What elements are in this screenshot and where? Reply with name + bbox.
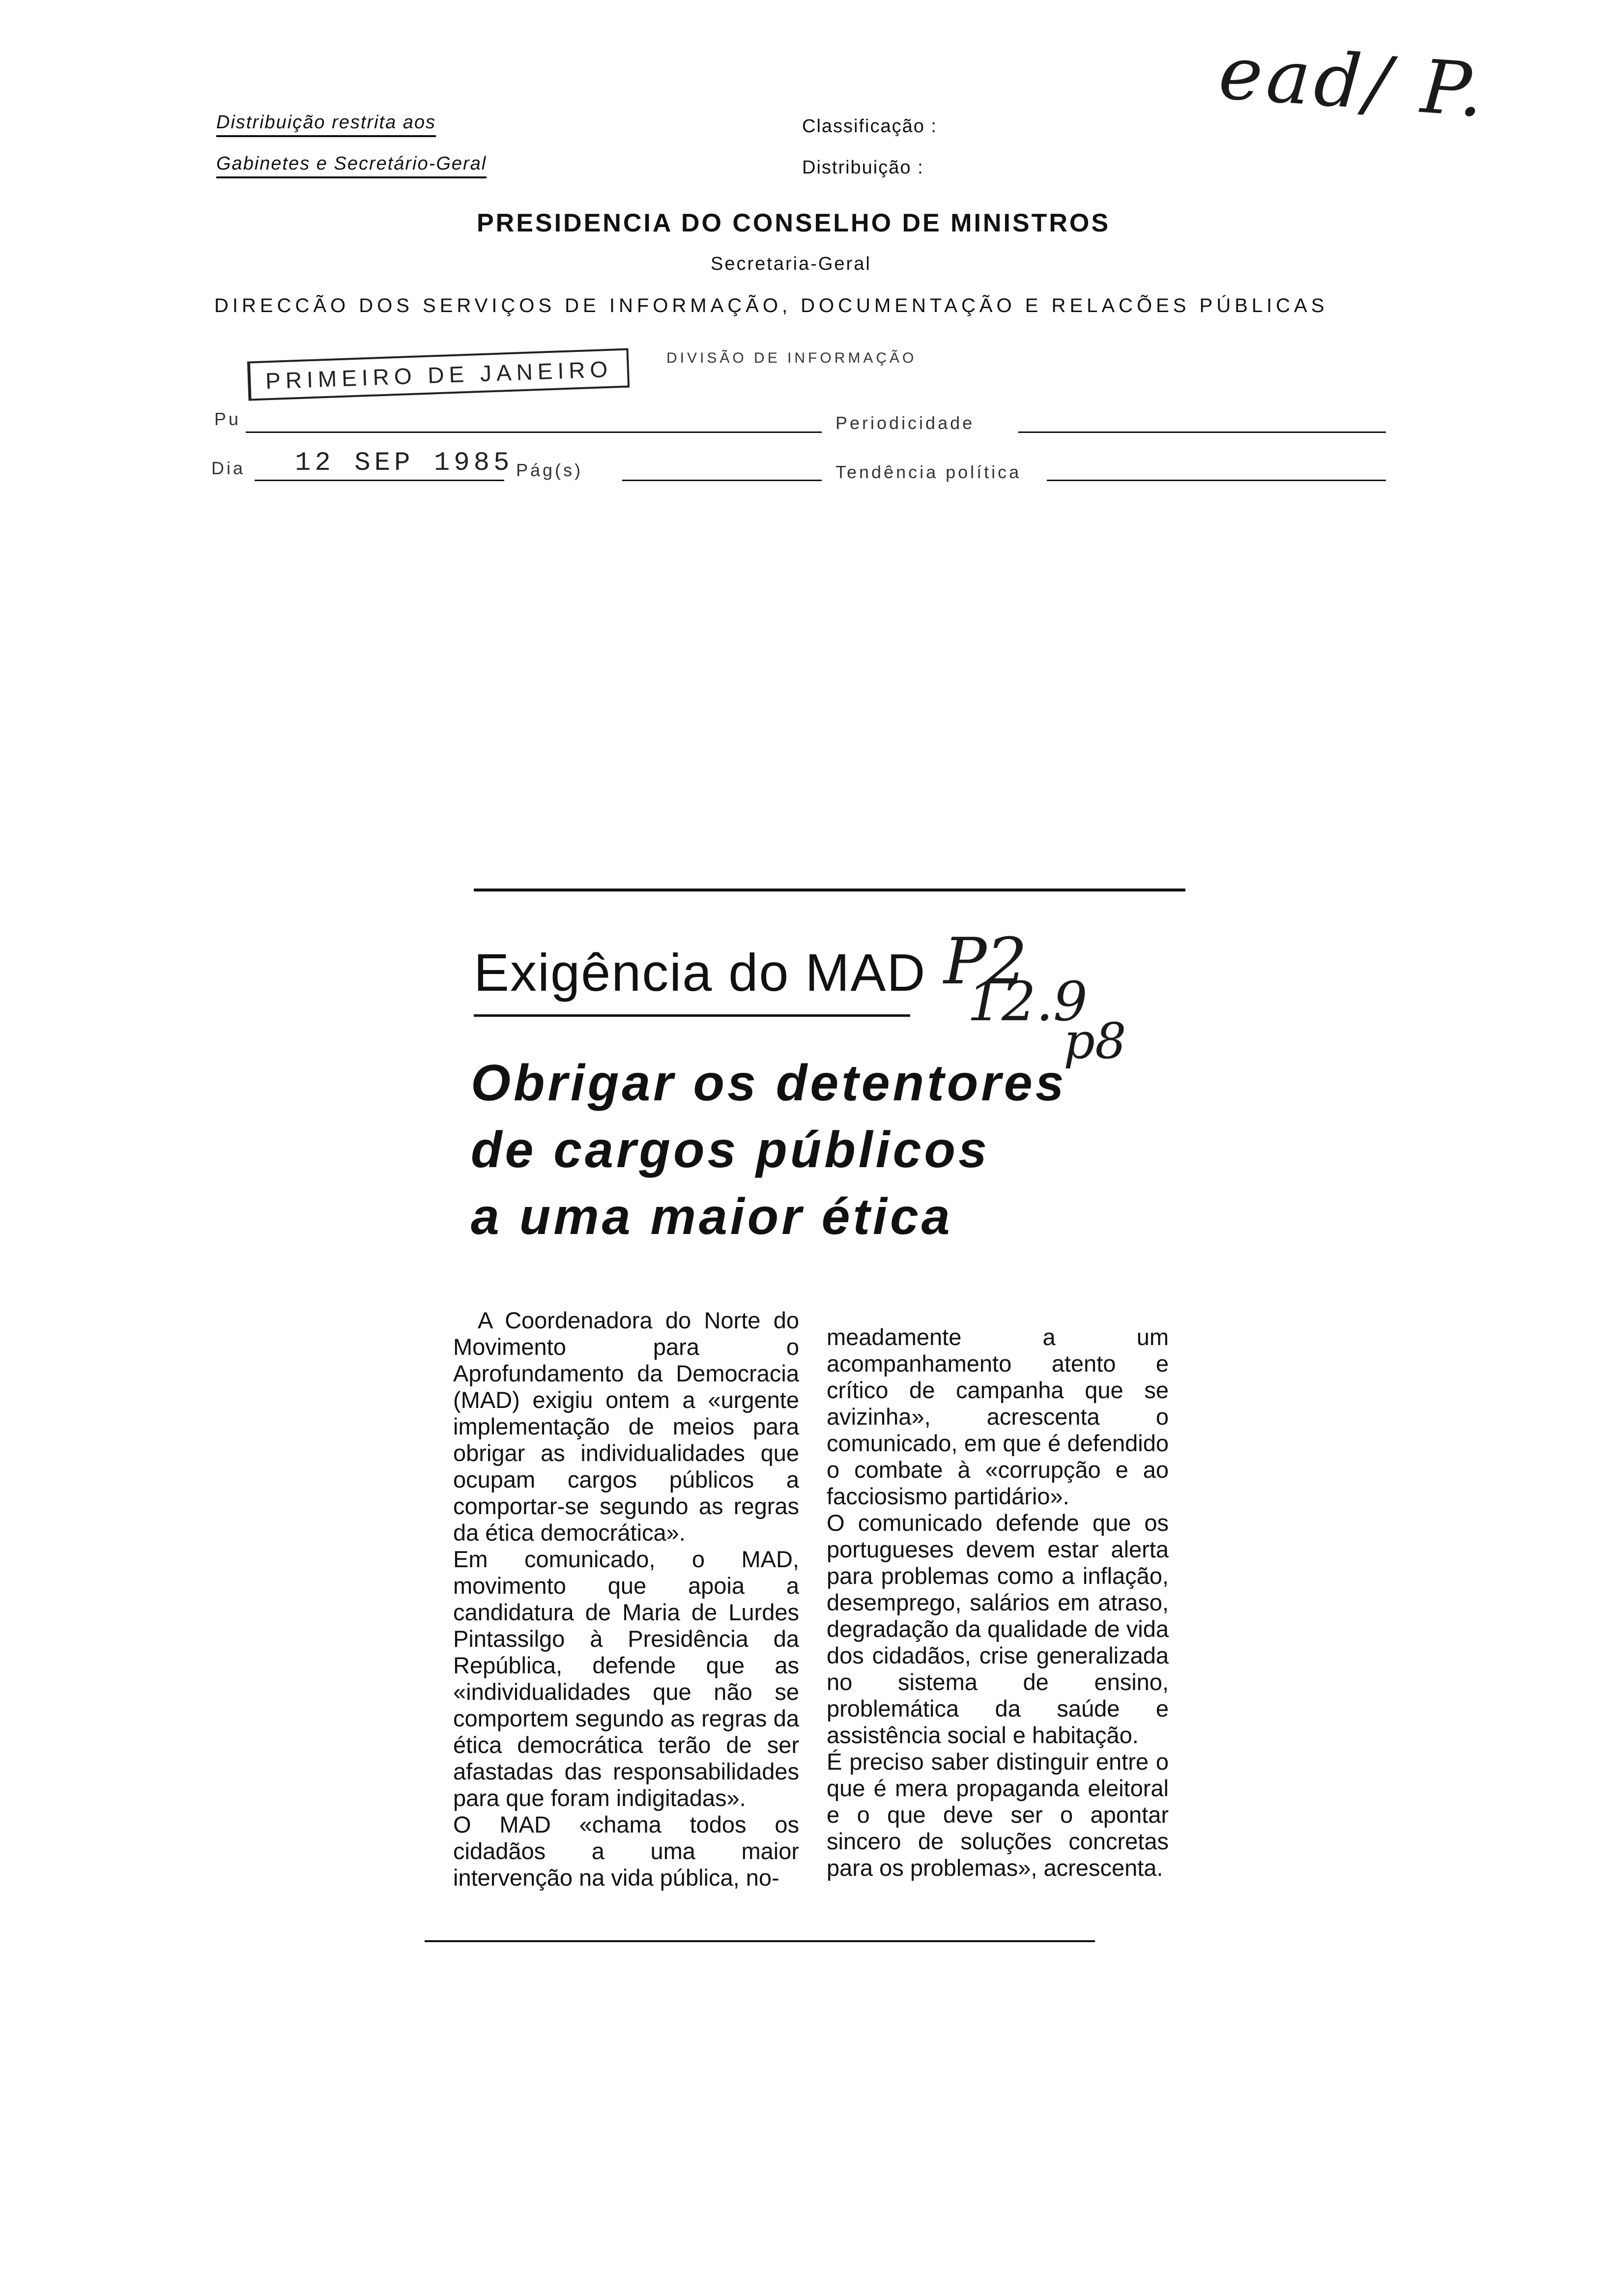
clipping-bottom-rule (425, 1940, 1095, 1942)
article-column-right-text: meadamente a um acompanhamento atento e crítico de campanha que se avizinha», acrescenta o comunicado, em que é defendido o combate à «corrupção e ao facciosismo partidário». O comunicado defende que os portugueses devem estar alerta para problemas como a inflação, desemprego, salários em atraso, degradação da qualidade de vida dos cidadãos, crise generalizada no sistema de ensino, problemática da saúde e assistência social e habitação. É preciso saber distinguir entre o que é mera propaganda eleitoral e o que deve ser o apontar sincero de soluções concretas para os problemas», acrescenta. (827, 1324, 1169, 1881)
periodicity-label: Periodicidade (835, 413, 975, 433)
clipping-kicker: Exigência do MAD (474, 943, 926, 1002)
handwritten-note-p8: p8 (1064, 1012, 1126, 1070)
day-field-line (255, 480, 504, 481)
publication-field-line (246, 431, 822, 433)
distribution-restricted-line1: Distribuição restrita aos (216, 112, 436, 137)
classification-label: Classificação : (802, 116, 937, 137)
article-column-left (453, 1281, 799, 1918)
pages-label: Pág(s) (516, 460, 583, 480)
article-column-right (827, 1297, 1169, 1908)
article-column-left-text: A Coordenadora do Norte do Movimento para o Aprofundamento da Democracia (MAD) exigiu ontem a «urgente implementação de meios para obrigar as individualidades que ocupam cargos públicos a comportar-se segundo as regras da ética democrática». Em comunicado, o MAD, movimento que apoia a candidatura de Maria de Lurdes Pintassilgo à Presidência da República, defende que as «individualidades que não se comportem segundo as regras da ética democrática terão de ser afastadas das responsabilidades para que foram indigitadas». O MAD «chama todos os cidadãos a uma maior intervenção na vida pública, no- (453, 1307, 799, 1891)
periodicity-field-line (1018, 431, 1386, 433)
day-label: Dia (211, 458, 246, 478)
pages-field-line (622, 480, 822, 481)
publication-stamp: PRIMEIRO DE JANEIRO (247, 348, 630, 401)
clipping-headline: Obrigar os detentores de cargos públicos a uma maior ética (471, 1055, 1067, 1245)
political-tendency-field-line (1047, 480, 1386, 481)
publication-label: Pu (214, 409, 241, 429)
handwritten-note-date: 12.9 (967, 970, 1088, 1033)
division-label: DIVISÃO DE INFORMAÇÃO (666, 350, 917, 366)
distribution-label: Distribuição : (802, 157, 924, 178)
department-line: DIRECCÃO DOS SERVIÇOS DE INFORMAÇÃO, DOCUMENTAÇÃO E RELACÕES PÚBLICAS (214, 295, 1328, 316)
clipping-top-rule (474, 889, 1185, 891)
day-date-stamp: 12 SEP 1985 (295, 448, 514, 478)
org-title: PRESIDENCIA DO CONSELHO DE MINISTROS (477, 209, 1111, 237)
kicker-underline (474, 1014, 910, 1017)
handwritten-corner-note: ead/ P. (1216, 30, 1491, 134)
org-subtitle: Secretaria-Geral (711, 254, 871, 274)
political-tendency-label: Tendência política (835, 462, 1022, 482)
distribution-restricted-line2: Gabinetes e Secretário-Geral (216, 153, 487, 178)
handwritten-note-p2: P2 (944, 924, 1028, 999)
